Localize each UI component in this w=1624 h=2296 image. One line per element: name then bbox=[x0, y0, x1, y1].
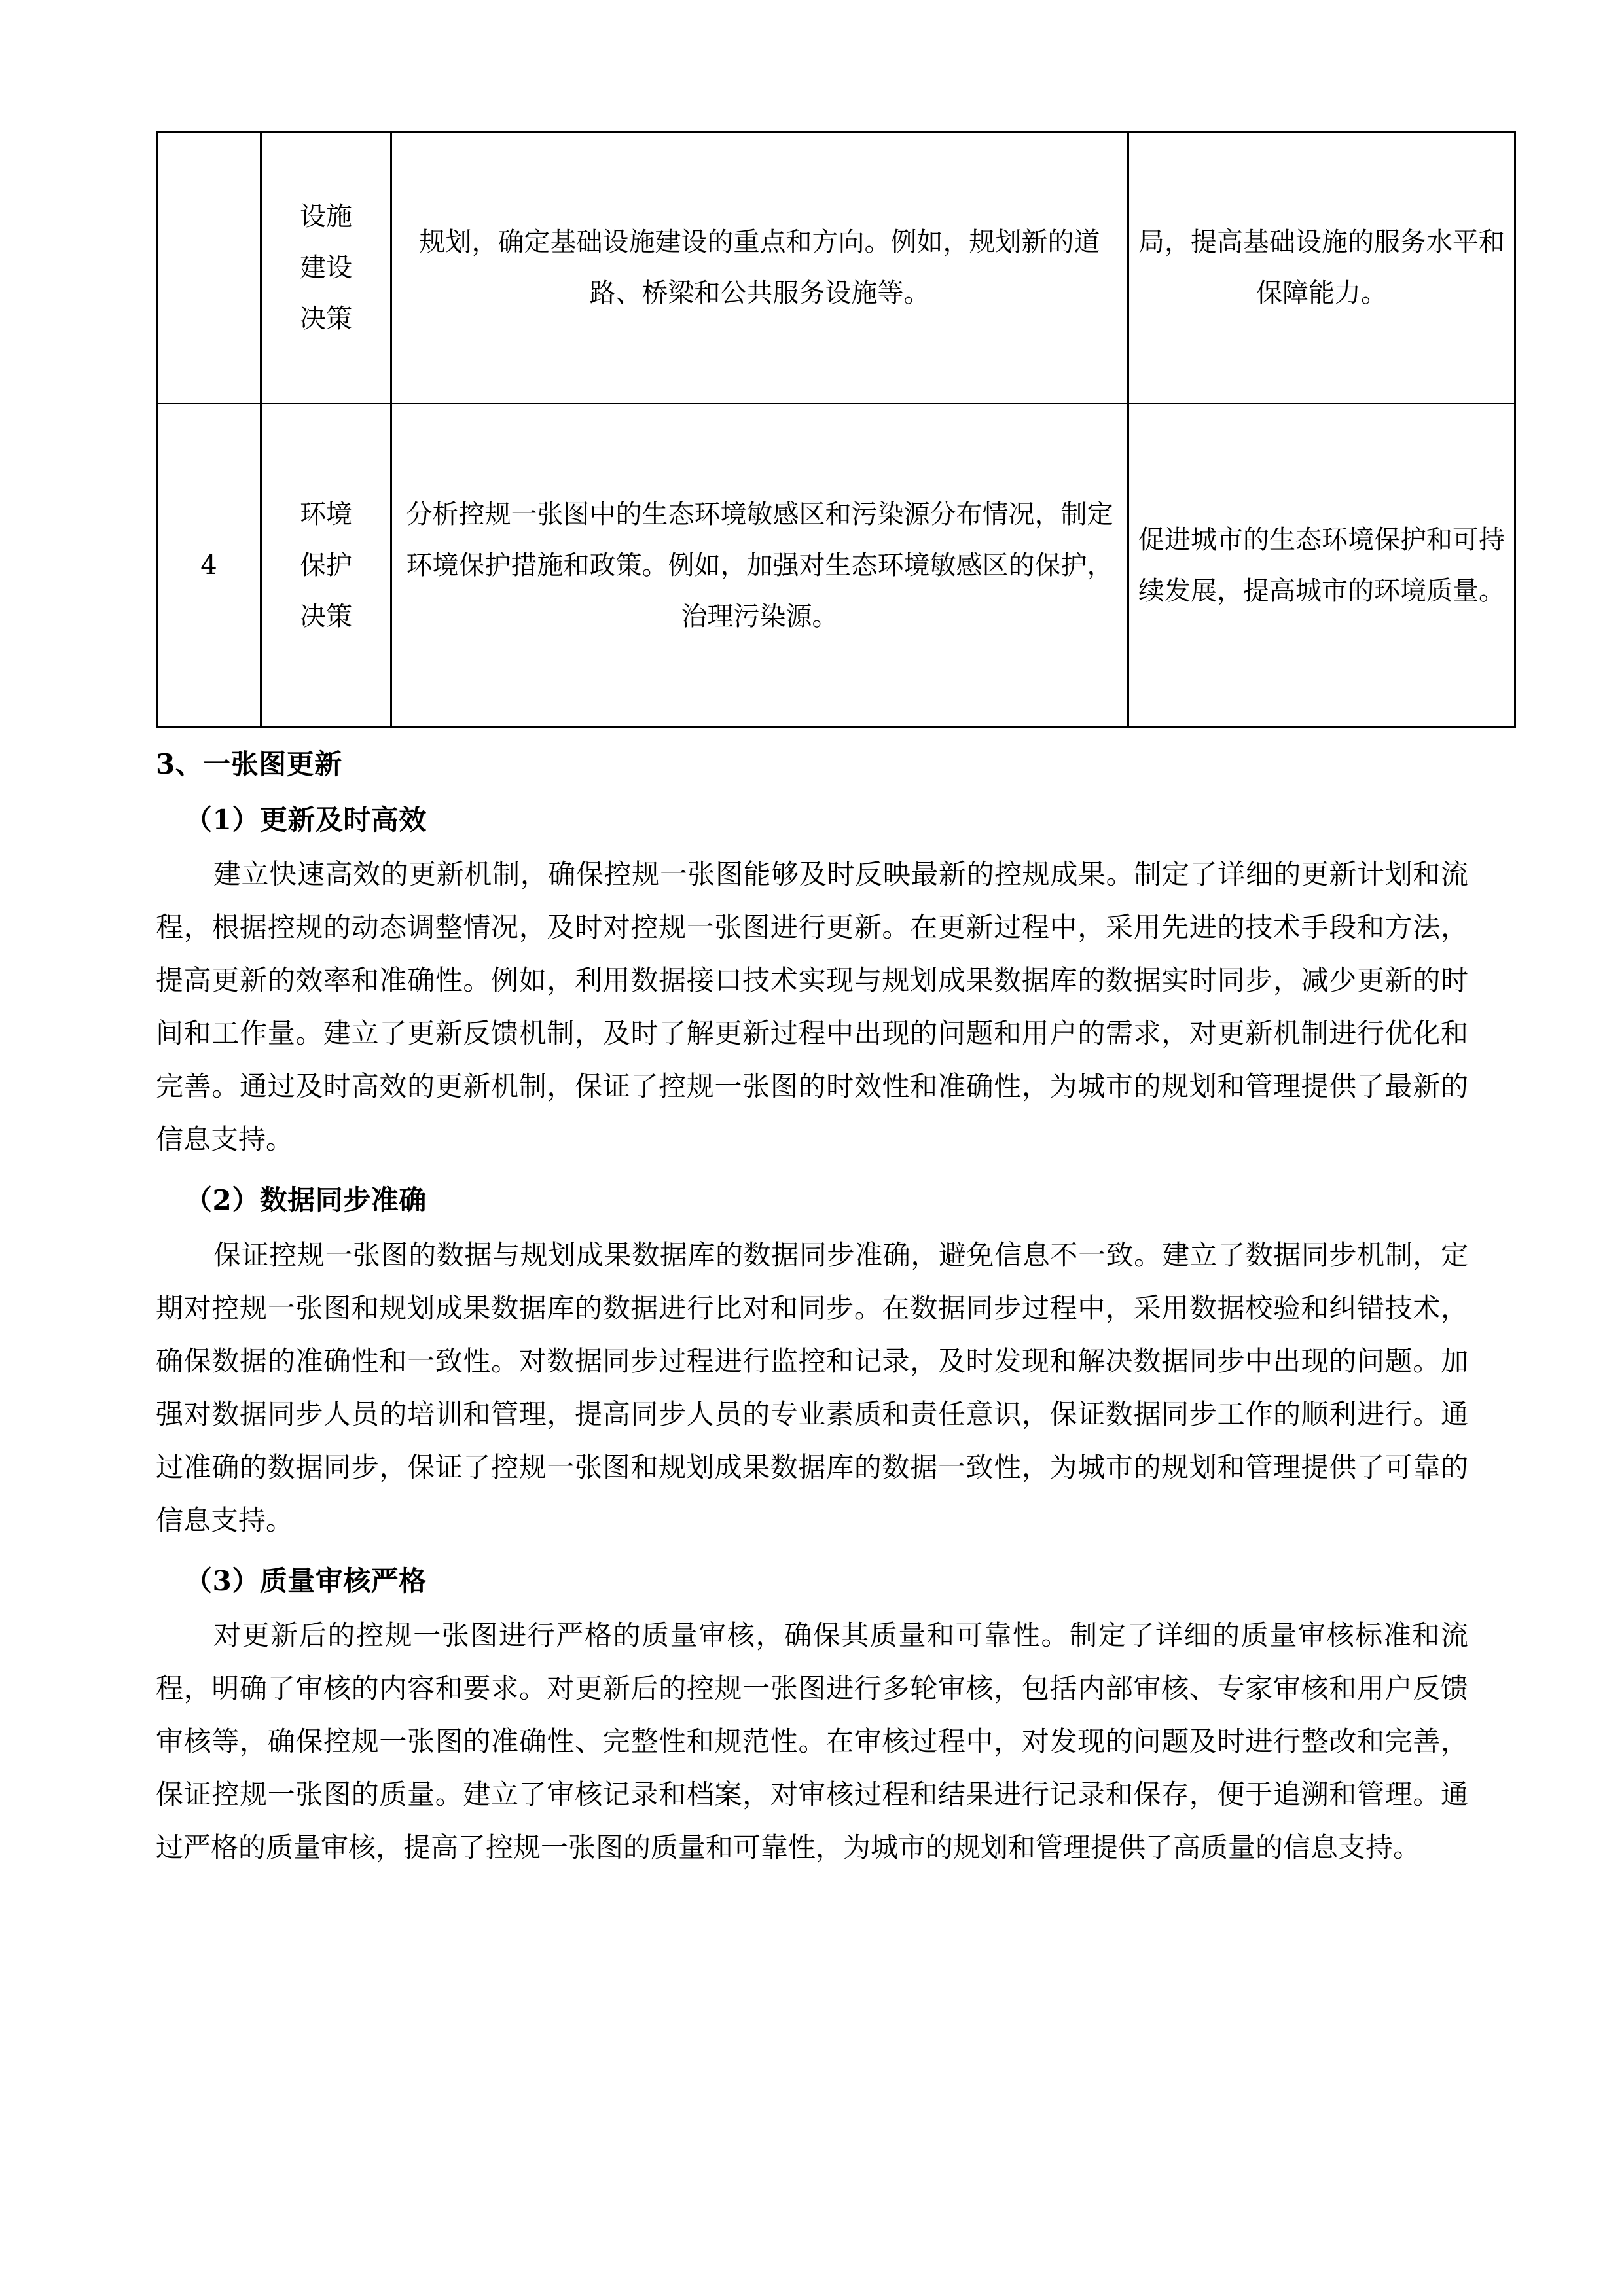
topic-line: 决策 bbox=[300, 601, 352, 632]
table-cell-description-text: 分析控规一张图中的生态环境敏感区和污染源分布情况，制定环境保护措施和政策。例如，加强对生态环境敏感区的保护，治理污染源。 bbox=[406, 499, 1113, 632]
table-cell-no: 4 bbox=[157, 404, 261, 728]
table-cell-effect-text: 促进城市的生态环境保护和可持续发展，提高城市的环境质量。 bbox=[1138, 525, 1505, 606]
table-body bbox=[157, 132, 1515, 728]
topic-line: 保护 bbox=[300, 550, 352, 581]
sub-heading-2: （2）数据同步准确 bbox=[185, 1184, 427, 1217]
section-heading-main: 3、一张图更新 bbox=[156, 748, 342, 780]
table-cell-description bbox=[391, 132, 1128, 404]
topic-line: 建设 bbox=[300, 253, 352, 283]
topic-line: 环境 bbox=[300, 499, 352, 529]
table-row bbox=[157, 404, 1515, 728]
table-cell-description bbox=[391, 404, 1128, 728]
table-cell-effect-text: 局，提高基础设施的服务水平和保障能力。 bbox=[1138, 227, 1505, 308]
topic-line: 设施 bbox=[300, 202, 352, 232]
sub-heading-3: （3）质量审核严格 bbox=[185, 1564, 427, 1597]
sub-heading-1: （1）更新及时高效 bbox=[185, 804, 427, 836]
table-row bbox=[157, 132, 1515, 404]
table-cell-effect bbox=[1128, 404, 1515, 728]
paragraph-2: 保证控规一张图的数据与规划成果数据库的数据同步准确，避免信息不一致。建立了数据同步机制，定期对控规一张图和规划成果数据库的数据进行比对和同步。在数据同步过程中，采用数据校验和纠错技术，确保数据的准确性和一致性。对数据同步过程进行监控和记录，及时发现和解决数据同步中出现的问题。加强对数据同步人员的培训和管理，提高同步人员的专业素质和责任意识，保证数据同步工作的顺利进行。通过准确的数据同步，保证了控规一张图和规划成果数据库的数据一致性，为城市的规划和管理提供了可靠的信息支持。 bbox=[156, 1238, 1468, 1536]
table-cell-description-text: 规划，确定基础设施建设的重点和方向。例如，规划新的道路、桥梁和公共服务设施等。 bbox=[419, 227, 1100, 308]
table-cell-topic bbox=[261, 404, 391, 728]
table-cell-topic bbox=[261, 132, 391, 404]
table-cell-no bbox=[157, 132, 261, 404]
topic-line: 决策 bbox=[300, 304, 352, 334]
decision-table bbox=[156, 131, 1516, 728]
paragraph-3: 对更新后的控规一张图进行严格的质量审核，确保其质量和可靠性。制定了详细的质量审核标准和流程，明确了审核的内容和要求。对更新后的控规一张图进行多轮审核，包括内部审核、专家审核和用户反馈审核等，确保控规一张图的准确性、完整性和规范性。在审核过程中，对发现的问题及时进行整改和完善，保证控规一张图的质量。建立了审核记录和档案，对审核过程和结果进行记录和保存，便于追溯和管理。通过严格的质量审核，提高了控规一张图的质量和可靠性，为城市的规划和管理提供了高质量的信息支持。 bbox=[156, 1619, 1468, 1864]
table-cell-effect bbox=[1128, 132, 1515, 404]
paragraph-1: 建立快速高效的更新机制，确保控规一张图能够及时反映最新的控规成果。制定了详细的更新计划和流程，根据控规的动态调整情况，及时对控规一张图进行更新。在更新过程中，采用先进的技术手段和方法，提高更新的效率和准确性。例如，利用数据接口技术实现与规划成果数据库的数据实时同步，减少更新的时间和工作量。建立了更新反馈机制，及时了解更新过程中出现的问题和用户的需求，对更新机制进行优化和完善。通过及时高效的更新机制，保证了控规一张图的时效性和准确性，为城市的规划和管理提供了最新的信息支持。 bbox=[156, 858, 1468, 1156]
